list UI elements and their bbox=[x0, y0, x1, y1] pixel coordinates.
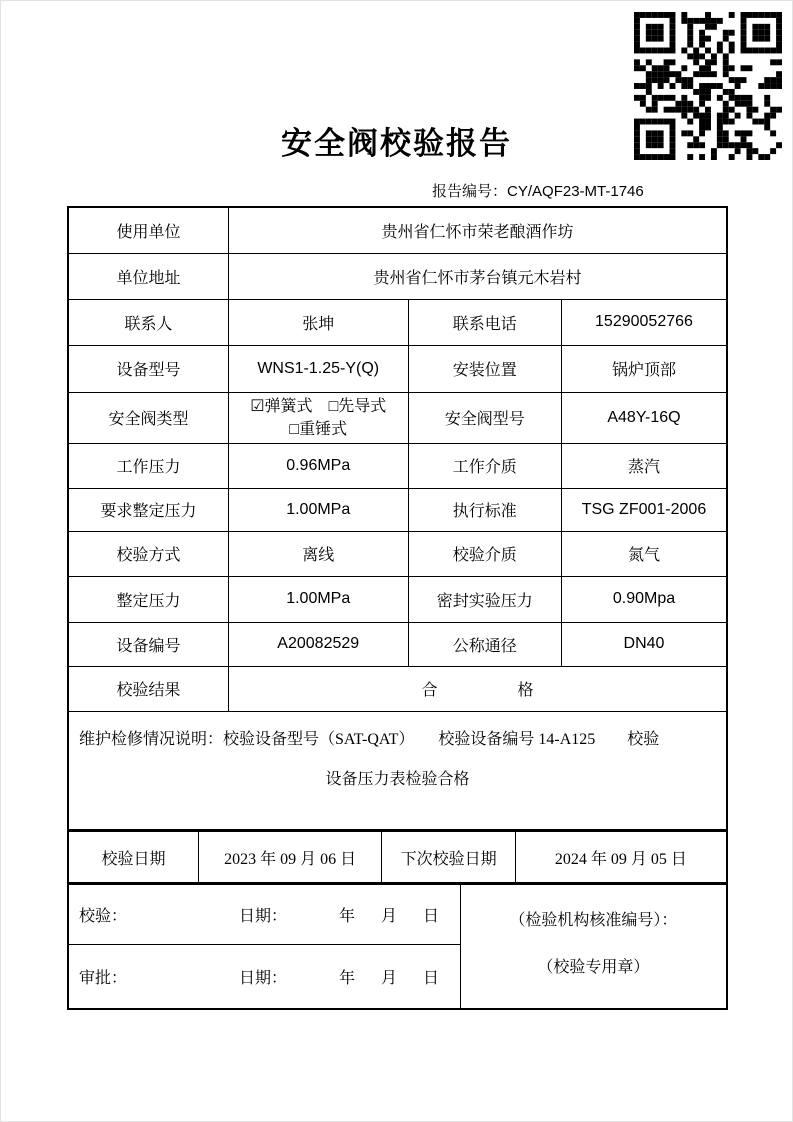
approver-sign-cell bbox=[68, 944, 460, 1009]
org-approval-number-note: （检验机构核准编号）： bbox=[509, 912, 678, 929]
address-label: 单位地址 bbox=[68, 253, 228, 299]
address-value: 贵州省仁怀市茅台镇元木岩村 bbox=[228, 253, 727, 299]
valve-type-label: 安全阀类型 bbox=[68, 392, 228, 443]
equipment-no-value: A20082529 bbox=[228, 622, 408, 666]
working-pressure-label: 工作压力 bbox=[68, 443, 228, 488]
valve-model-value: A48Y-16Q bbox=[561, 392, 727, 443]
dates-table bbox=[67, 830, 728, 884]
calibration-date-label: 校验日期 bbox=[68, 831, 198, 883]
seal-test-pressure-label: 密封实验压力 bbox=[408, 576, 561, 622]
working-medium-value: 蒸汽 bbox=[561, 443, 727, 488]
phone-label: 联系电话 bbox=[408, 299, 561, 345]
table-row bbox=[68, 711, 727, 830]
required-set-pressure-value: 1.00MPa bbox=[228, 488, 408, 531]
result-label: 校验结果 bbox=[68, 666, 228, 711]
table-row bbox=[68, 884, 727, 944]
maintenance-note-line2: 设备压力表检验合格 bbox=[325, 770, 470, 788]
checkbox-unchecked-icon: □ bbox=[328, 397, 339, 415]
table-row bbox=[68, 443, 727, 488]
table-row bbox=[68, 207, 727, 253]
table-row bbox=[68, 253, 727, 299]
verifier-sign-cell bbox=[68, 884, 460, 944]
table-row bbox=[68, 622, 727, 666]
checkbox-checked-icon: ☑ bbox=[250, 397, 265, 415]
calibration-method-label: 校验方式 bbox=[68, 531, 228, 576]
equipment-no-label: 设备编号 bbox=[68, 622, 228, 666]
org-stamp-cell bbox=[460, 884, 727, 1009]
calibration-method-value: 离线 bbox=[228, 531, 408, 576]
approver-date-blank: 年 月 日 bbox=[339, 969, 445, 987]
maintenance-note-line1: 维护检修情况说明：校验设备型号（SAT-QAT） 校验设备编号 14-A125 校验 bbox=[79, 730, 660, 748]
valve-type-option-weight: 重锤式 bbox=[299, 420, 348, 438]
verifier-label: 校验： bbox=[79, 907, 128, 925]
table-row bbox=[68, 666, 727, 711]
seal-test-pressure-value: 0.90Mpa bbox=[561, 576, 727, 622]
standard-value: TSG ZF001-2006 bbox=[561, 488, 727, 531]
table-row bbox=[68, 299, 727, 345]
contact-label: 联系人 bbox=[68, 299, 228, 345]
calibration-medium-value: 氮气 bbox=[561, 531, 727, 576]
report-number-value: CY/AQF23-MT-1746 bbox=[507, 183, 644, 200]
equipment-model-label: 设备型号 bbox=[68, 345, 228, 392]
next-date-label: 下次校验日期 bbox=[382, 831, 515, 883]
table-row bbox=[68, 488, 727, 531]
user-unit-label: 使用单位 bbox=[68, 207, 228, 253]
nominal-diameter-label: 公称通径 bbox=[408, 622, 561, 666]
required-set-pressure-label: 要求整定压力 bbox=[68, 488, 228, 531]
approver-date-label: 日期： bbox=[239, 969, 288, 987]
user-unit-value: 贵州省仁怀市荣老酿酒作坊 bbox=[228, 207, 727, 253]
contact-value: 张坤 bbox=[228, 299, 408, 345]
valve-type-option-spring: 弹簧式 bbox=[264, 397, 313, 415]
table-row bbox=[68, 576, 727, 622]
equipment-model-value: WNS1-1.25-Y(Q) bbox=[228, 345, 408, 392]
calibration-date-value: 2023 年 09 月 06 日 bbox=[198, 831, 382, 883]
calibration-stamp-note: （校验专用章） bbox=[537, 959, 650, 976]
valve-type-option-pilot: 先导式 bbox=[338, 397, 387, 415]
table-row bbox=[68, 531, 727, 576]
nominal-diameter-value: DN40 bbox=[561, 622, 727, 666]
table-row bbox=[68, 831, 727, 883]
checkbox-unchecked-icon: □ bbox=[289, 420, 300, 438]
install-location-value: 锅炉顶部 bbox=[561, 345, 727, 392]
result-value: 合 格 bbox=[228, 666, 727, 711]
set-pressure-value: 1.00MPa bbox=[228, 576, 408, 622]
standard-label: 执行标准 bbox=[408, 488, 561, 531]
maintenance-note bbox=[68, 711, 727, 830]
report-number-label: 报告编号： bbox=[432, 184, 508, 200]
approver-label: 审批： bbox=[79, 969, 128, 987]
verifier-date-blank: 年 月 日 bbox=[339, 907, 445, 925]
phone-value: 15290052766 bbox=[561, 299, 727, 345]
report-table bbox=[67, 206, 728, 1010]
next-date-value: 2024 年 09 月 05 日 bbox=[515, 831, 727, 883]
working-medium-label: 工作介质 bbox=[408, 443, 561, 488]
verifier-date-label: 日期： bbox=[239, 907, 288, 925]
report-number bbox=[432, 180, 702, 201]
working-pressure-value: 0.96MPa bbox=[228, 443, 408, 488]
calibration-medium-label: 校验介质 bbox=[408, 531, 561, 576]
signoff-table bbox=[67, 883, 728, 1010]
valve-type-value bbox=[228, 392, 408, 443]
valve-model-label: 安全阀型号 bbox=[408, 392, 561, 443]
set-pressure-label: 整定压力 bbox=[68, 576, 228, 622]
table-row bbox=[68, 392, 727, 443]
table-row bbox=[68, 345, 727, 392]
page-title: 安全阀校验报告 bbox=[281, 126, 512, 161]
install-location-label: 安装位置 bbox=[408, 345, 561, 392]
info-table bbox=[67, 206, 728, 831]
